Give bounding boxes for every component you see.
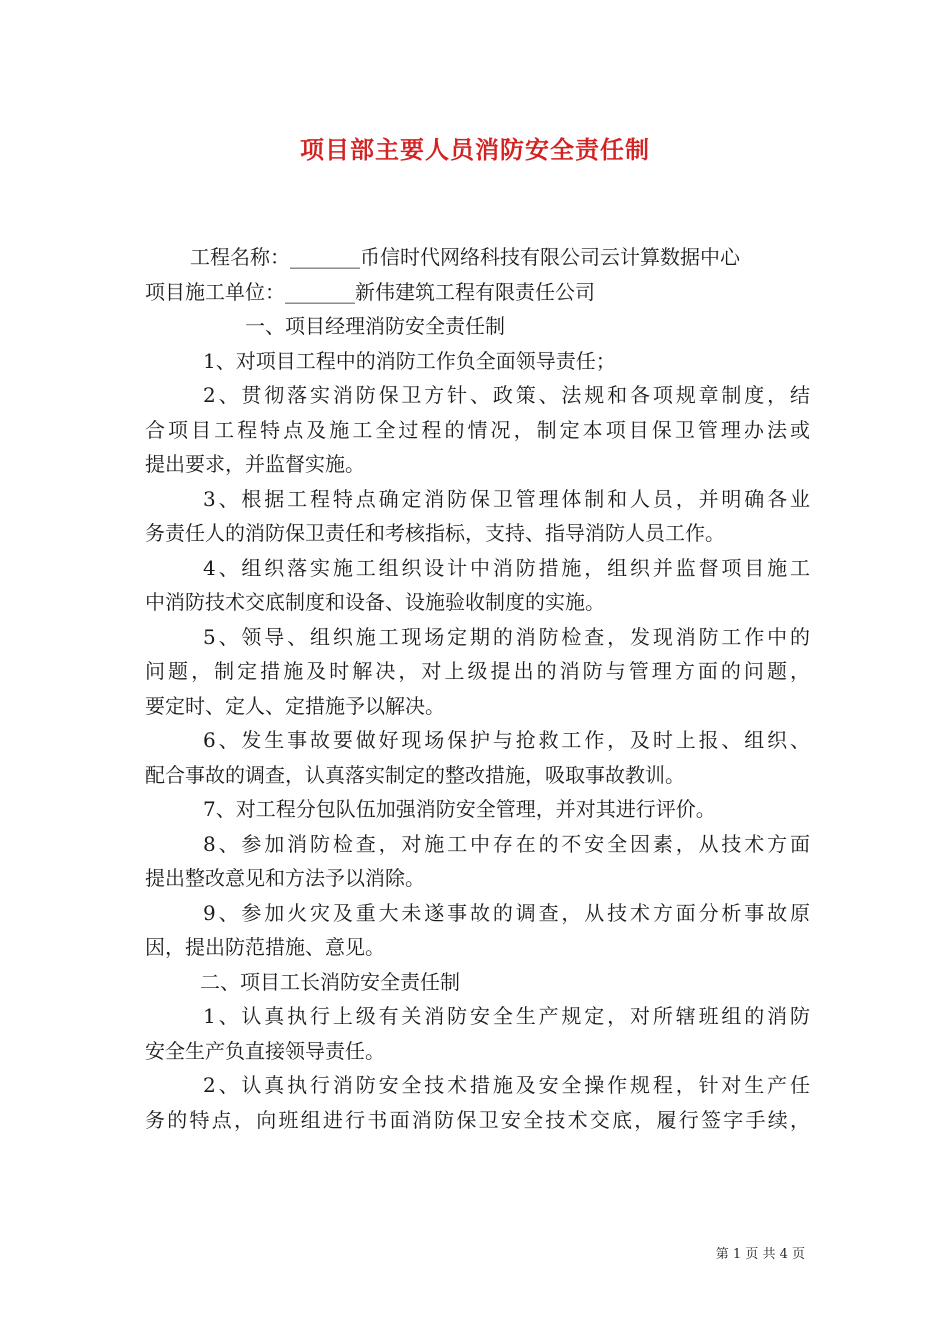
paragraph-line: 务的特点，向班组进行书面消防保卫安全技术交底，履行签字手续，: [145, 1107, 810, 1132]
section-heading: 二、项目工长消防安全责任制: [200, 969, 460, 994]
paragraph-line: 5、领导、组织施工现场定期的消防检查，发现消防工作中的: [203, 624, 810, 649]
paragraph-line: 4、组织落实施工组织设计中消防措施，组织并监督项目施工: [203, 555, 810, 580]
paragraph-line: 7、对工程分包队伍加强消防安全管理，并对其进行评价。: [203, 797, 716, 821]
paragraph-line: 提出整改意见和方法予以消除。: [145, 866, 425, 890]
paragraph-line: 问题，制定措施及时解决，对上级提出的消防与管理方面的问题，: [145, 659, 810, 683]
paragraph-line: 提出要求，并监督实施。: [145, 452, 365, 476]
paragraph-line: 1、对项目工程中的消防工作负全面领导责任；: [203, 348, 616, 373]
page-indicator: 第 1 页 共 4 页: [715, 1247, 805, 1262]
paragraph-line: 合项目工程特点及施工全过程的情况，制定本项目保卫管理办法或: [145, 417, 810, 442]
section-heading: 一、项目经理消防安全责任制: [245, 314, 505, 338]
paragraph-line: 要定时、定人、定措施予以解决。: [145, 693, 445, 718]
paragraph-line: 因，提出防范措施、意见。: [145, 935, 385, 959]
project-name-line: 工程名称：_______币信时代网络科技有限公司云计算数据中心: [190, 245, 740, 269]
document-body: [145, 240, 810, 1137]
paragraph-line: 2、认真执行消防安全技术措施及安全操作规程，针对生产任: [203, 1073, 810, 1097]
document-title: 项目部主要人员消防安全责任制: [300, 136, 650, 164]
paragraph-line: 3、根据工程特点确定消防保卫管理体制和人员，并明确各业: [203, 486, 810, 511]
paragraph-line: 配合事故的调查，认真落实制定的整改措施，吸取事故教训。: [145, 762, 685, 787]
paragraph-line: 8、参加消防检查，对施工中存在的不安全因素，从技术方面: [203, 831, 810, 856]
paragraph-line: 安全生产负直接领导责任。: [145, 1038, 385, 1063]
paragraph-line: 2、贯彻落实消防保卫方针、政策、法规和各项规章制度，结: [203, 383, 810, 407]
paragraph-line: 9、参加火灾及重大未遂事故的调查，从技术方面分析事故原: [203, 900, 810, 925]
paragraph-line: 1、认真执行上级有关消防安全生产规定，对所辖班组的消防: [203, 1004, 810, 1028]
construction-unit-line: 项目施工单位：_______新伟建筑工程有限责任公司: [145, 279, 595, 304]
paragraph-line: 6、发生事故要做好现场保护与抢救工作，及时上报、组织、: [203, 728, 810, 752]
paragraph-line: 中消防技术交底制度和设备、设施验收制度的实施。: [145, 590, 605, 614]
paragraph-line: 务责任人的消防保卫责任和考核指标，支持、指导消防人员工作。: [145, 521, 725, 545]
